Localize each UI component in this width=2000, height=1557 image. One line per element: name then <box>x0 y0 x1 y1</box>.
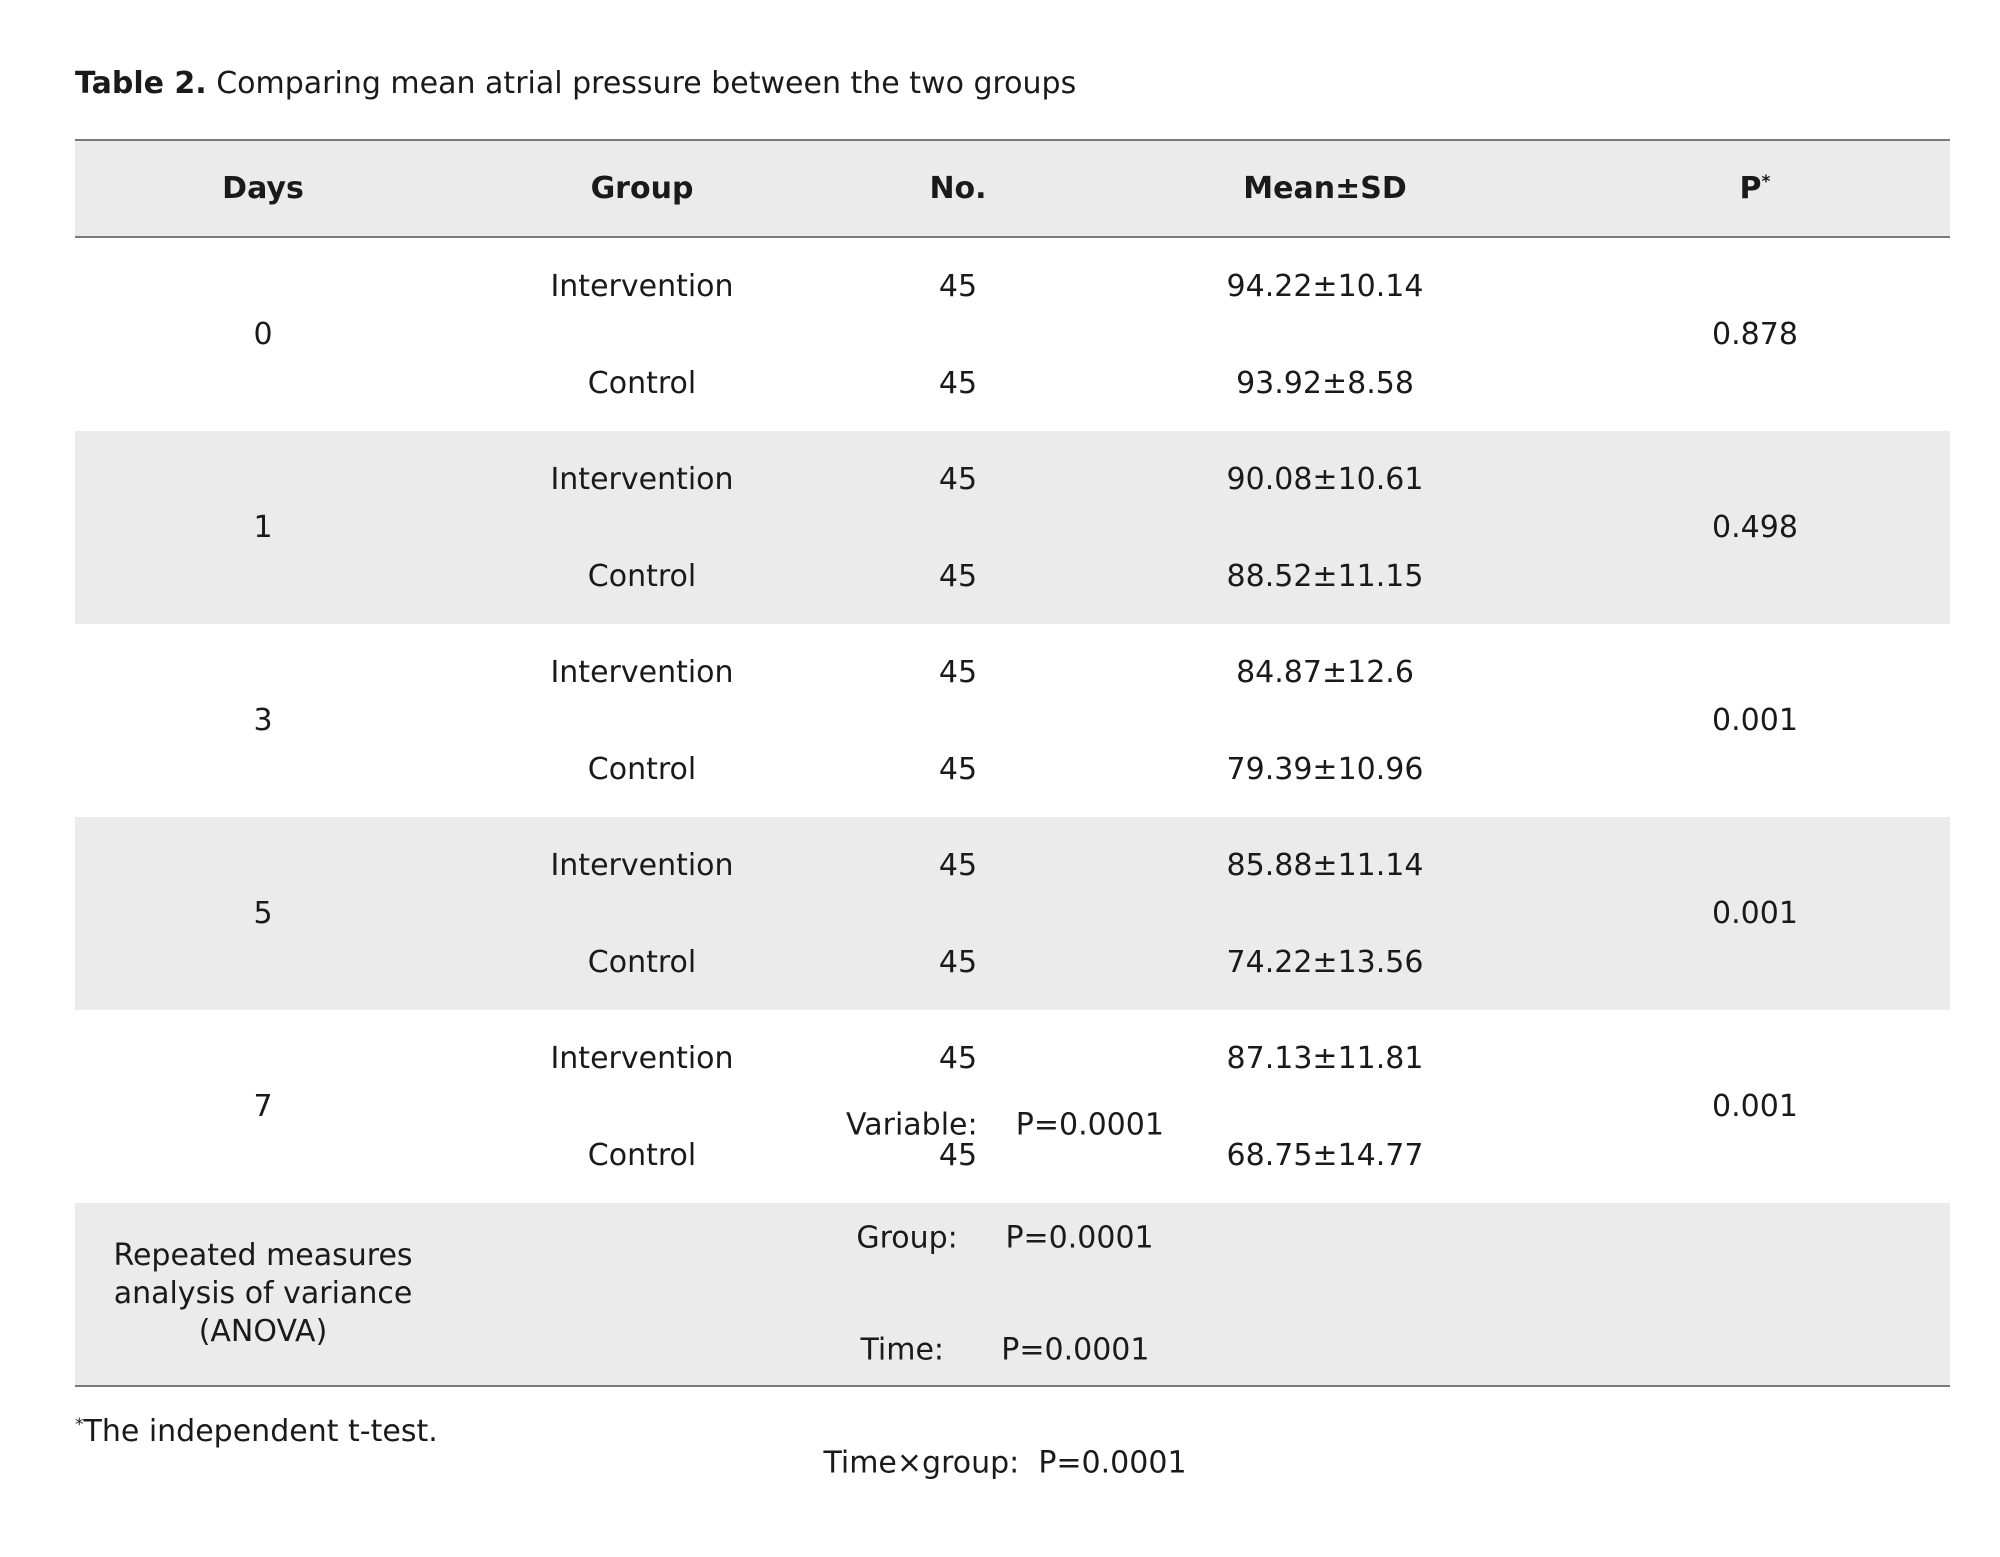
group-cell: Control <box>587 366 697 401</box>
group-cell: Intervention <box>550 655 734 690</box>
no-cell: 45 <box>938 269 978 304</box>
mean-sd-cell: 87.13±11.81 <box>1226 1041 1424 1076</box>
mean-sd-cell: 88.52±11.15 <box>1226 559 1424 594</box>
no-cell: 45 <box>938 752 978 787</box>
p-value-cell: 0.001 <box>1712 1088 1798 1124</box>
mean-sd-cell: 79.39±10.96 <box>1226 752 1424 787</box>
anova-stat-line: Variable: P=0.0001 <box>846 1107 1164 1143</box>
mean-sd-cell: 74.22±13.56 <box>1226 945 1424 980</box>
table-row-day-1 <box>75 431 1950 624</box>
mean-sd-cell: 94.22±10.14 <box>1226 269 1424 304</box>
no-cell: 45 <box>938 945 978 980</box>
table-header-row <box>75 141 1950 238</box>
no-cell: 45 <box>938 366 978 401</box>
group-cell: Intervention <box>550 848 734 883</box>
group-cell: Intervention <box>550 462 734 497</box>
group-cell: Control <box>587 752 697 787</box>
anova-label-line: analysis of variance <box>113 1276 413 1311</box>
footnote-marker: * <box>75 1415 84 1435</box>
p-value-cell: 0.001 <box>1712 702 1798 738</box>
day-cell: 0 <box>253 316 273 352</box>
group-cell: Control <box>587 559 697 594</box>
table-row-day-3 <box>75 624 1950 817</box>
anova-stats <box>823 1032 1186 1557</box>
mean-sd-cell: 84.87±12.6 <box>1236 655 1414 690</box>
anova-label <box>113 1237 412 1351</box>
header-p-marker: * <box>1761 171 1771 192</box>
table-footnote <box>75 1412 438 1452</box>
no-cell: 45 <box>938 848 978 883</box>
day-cell: 3 <box>253 702 273 738</box>
day-cell: 7 <box>253 1088 273 1124</box>
header-group: Group <box>590 170 694 206</box>
group-cell: Control <box>587 945 697 980</box>
no-cell: 45 <box>938 1138 978 1173</box>
group-cell: Control <box>587 1138 697 1173</box>
mean-sd-cell: 68.75±14.77 <box>1226 1138 1424 1173</box>
no-cell: 45 <box>938 655 978 690</box>
table-caption-text: Comparing mean atrial pressure between the two groups <box>216 66 1077 101</box>
p-value-cell: 0.001 <box>1712 895 1798 931</box>
header-no: No. <box>929 170 987 206</box>
group-cell: Intervention <box>550 1041 734 1076</box>
mean-sd-cell: 93.92±8.58 <box>1236 366 1414 401</box>
header-mean-sd: Mean±SD <box>1243 170 1407 206</box>
anova-label-line: (ANOVA) <box>198 1314 328 1349</box>
no-cell: 45 <box>938 462 978 497</box>
day-cell: 5 <box>253 895 273 931</box>
anova-label-line: Repeated measures <box>113 1238 413 1273</box>
mean-sd-cell: 90.08±10.61 <box>1226 462 1424 497</box>
anova-stat-line: Time×group: P=0.0001 <box>823 1445 1187 1480</box>
p-value-cell: 0.878 <box>1712 316 1798 352</box>
table-row-day-0 <box>75 238 1950 431</box>
no-cell: 45 <box>938 559 978 594</box>
anova-stat-line: Group: P=0.0001 <box>856 1220 1154 1255</box>
header-days: Days <box>222 170 304 206</box>
mean-sd-cell: 85.88±11.14 <box>1226 848 1424 883</box>
no-cell: 45 <box>938 1041 978 1076</box>
table-row-day-5 <box>75 817 1950 1010</box>
footnote-text: The independent t-test. <box>83 1414 438 1449</box>
day-cell: 1 <box>253 509 273 545</box>
header-p-label: P <box>1739 170 1762 206</box>
anova-stat-line: Time: P=0.0001 <box>860 1332 1150 1368</box>
header-p <box>1740 171 1771 207</box>
table-caption <box>75 64 1076 104</box>
p-value-cell: 0.498 <box>1712 509 1798 545</box>
table-caption-label: Table 2. <box>75 66 207 101</box>
group-cell: Intervention <box>550 269 734 304</box>
